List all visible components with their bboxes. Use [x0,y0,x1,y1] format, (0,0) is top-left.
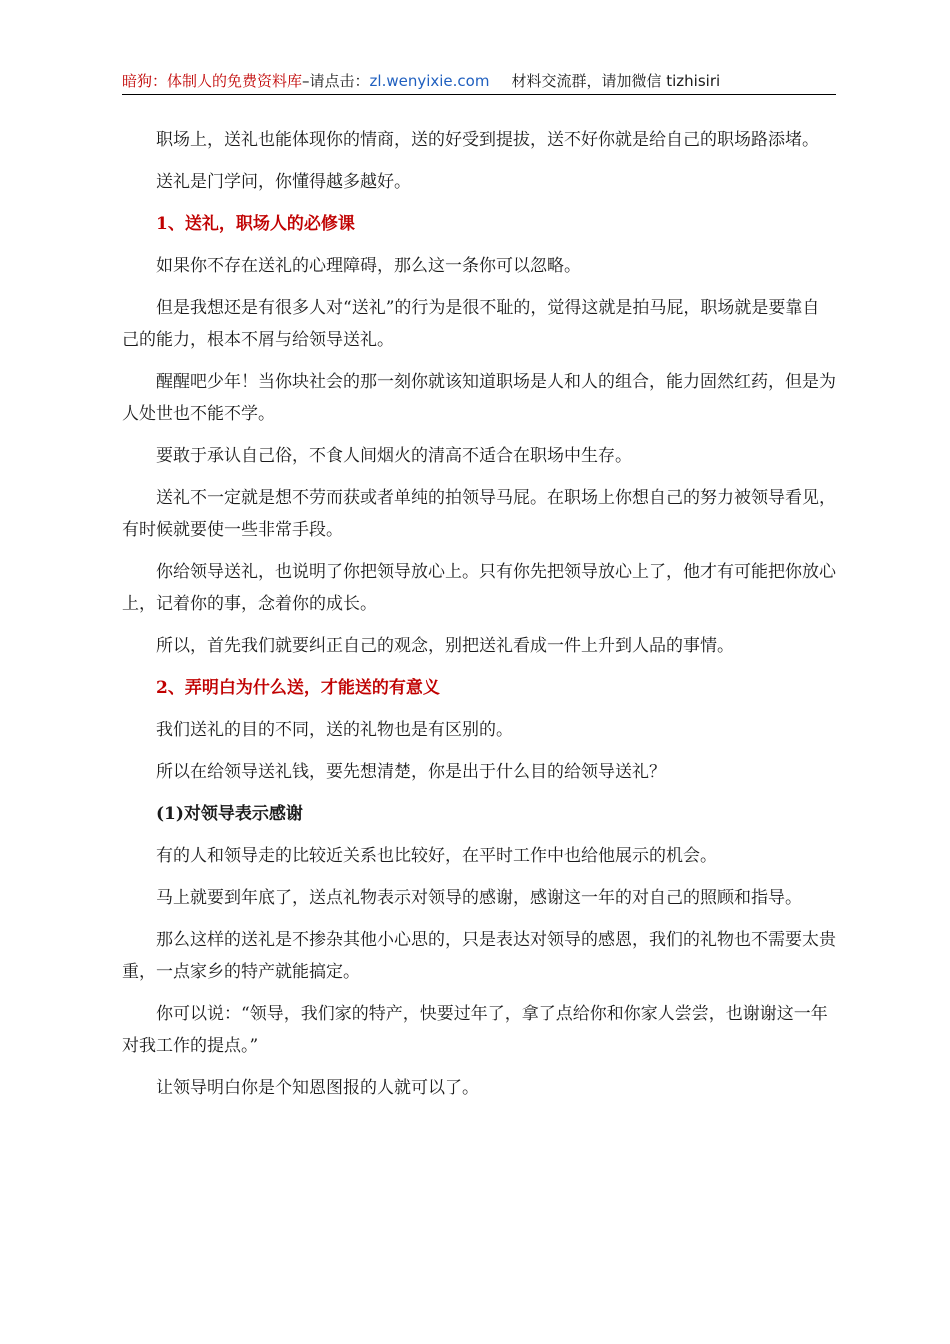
page-header [122,70,836,95]
paragraph: 要敢于承认自己俗，不食人间烟火的清高不适合在职场中生存。 [156,446,632,466]
paragraph: 有的人和领导走的比较近关系也比较好，在平时工作中也给他展示的机会。 [156,846,717,866]
paragraph: 所以在给领导送礼钱，要先想清楚，你是出于什么目的给领导送礼？ [156,762,666,782]
section-heading-1: 1、送礼，职场人的必修课 [156,214,355,234]
paragraph: 我们送礼的目的不同，送的礼物也是有区别的。 [156,720,513,740]
paragraph: 职场上，送礼也能体现你的情商，送的好受到提拔，送不好你就是给自己的职场路添堵。 [156,130,819,150]
paragraph: 如果你不存在送礼的心理障碍，那么这一条你可以忽略。 [156,256,581,276]
paragraph: 那么这样的送礼是不掺杂其他小心思的，只是表达对领导的感恩，我们的礼物也不需要太贵重，一点家乡的特产就能搞定。 [122,930,836,982]
header-brand: 暗狗：体制人的免费资料库 [122,72,303,90]
paragraph: 你可以说：“领导，我们家的特产，快要过年了，拿了点给你和你家人尝尝，也谢谢这一年对我工作的提点。” [122,1004,828,1056]
paragraph: 醒醒吧少年！当你块社会的那一刻你就该知道职场是人和人的组合，能力固然红药，但是为人处世也不能不学。 [122,372,836,424]
paragraph: 但是我想还是有很多人对“送礼”的行为是很不耻的，觉得这就是拍马屁，职场就是要靠自己的能力，根本不屑与给领导送礼。 [122,298,820,350]
paragraph: 让领导明白你是个知恩图报的人就可以了。 [156,1078,479,1098]
header-click-text: –请点击： [302,72,370,90]
header-group-text: 材料交流群，请加微信 tizhisiri [511,72,721,90]
document-body [122,124,836,1114]
section-heading-2: 2、弄明白为什么送，才能送的有意义 [156,678,440,698]
subheading-1: (1)对领导表示感谢 [156,804,303,824]
paragraph: 你给领导送礼，也说明了你把领导放心上。只有你先把领导放心上了，他才有可能把你放心上，记着你的事，念着你的成长。 [122,562,836,614]
header-site-link[interactable]: zl.wenyixie.com [369,72,490,90]
paragraph: 马上就要到年底了，送点礼物表示对领导的感谢，感谢这一年的对自己的照顾和指导。 [156,888,802,908]
paragraph: 送礼是门学问，你懂得越多越好。 [156,172,411,192]
paragraph: 所以，首先我们就要纠正自己的观念，别把送礼看成一件上升到人品的事情。 [156,636,734,656]
paragraph: 送礼不一定就是想不劳而获或者单纯的拍领导马屁。在职场上你想自己的努力被领导看见，有时候就要使一些非常手段。 [122,488,836,540]
